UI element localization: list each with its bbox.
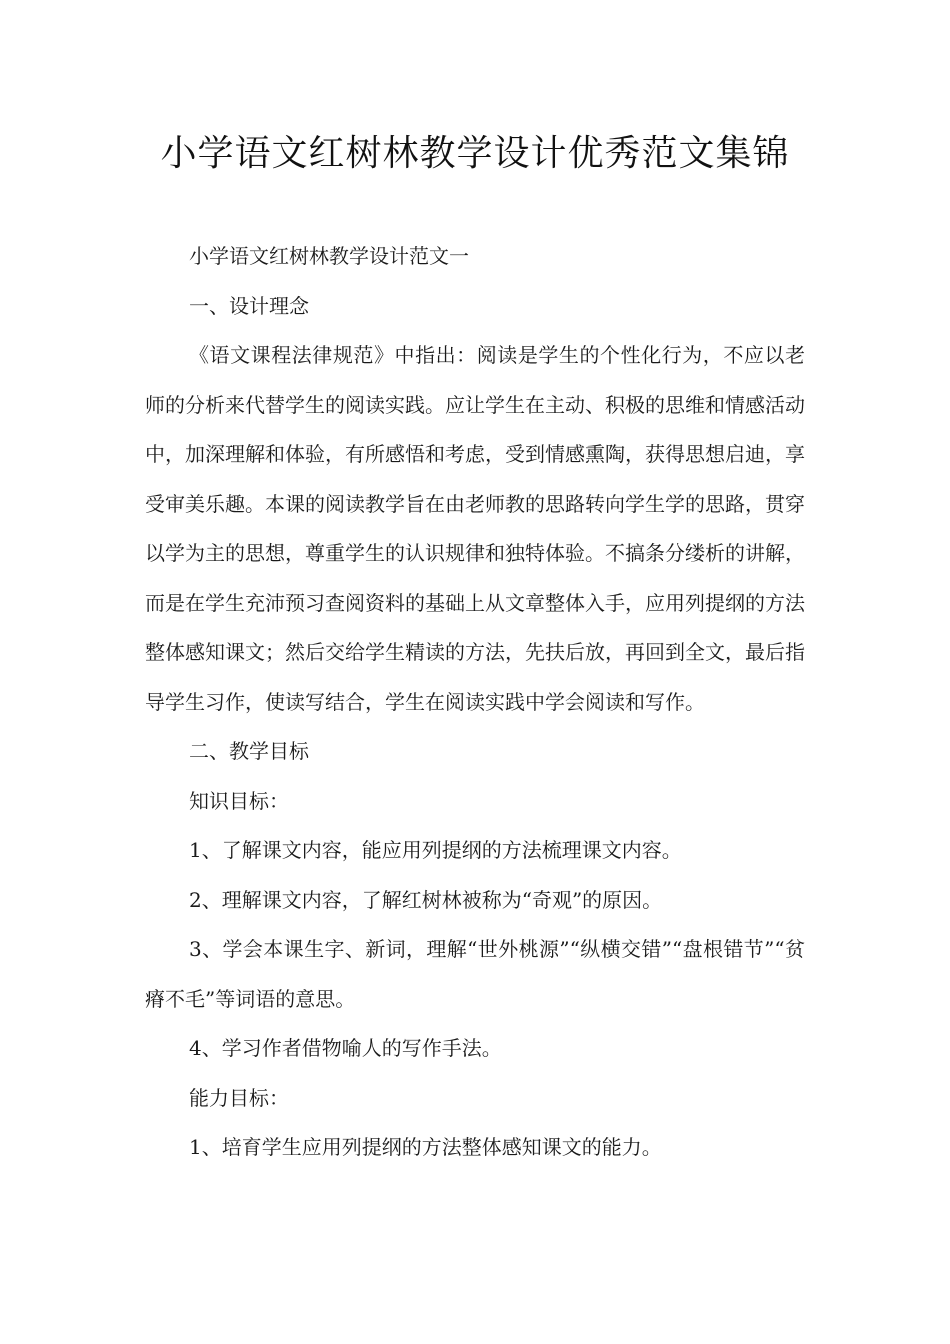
list-item-ability-1: 1、培育学生应用列提纲的方法整体感知课文的能力。 bbox=[189, 1135, 662, 1159]
list-item-knowledge-4: 4、学习作者借物喻人的写作手法。 bbox=[189, 1036, 502, 1060]
section-heading-design-concept: 一、设计理念 bbox=[189, 293, 309, 318]
section-heading-teaching-goals: 二、教学目标 bbox=[189, 739, 309, 763]
subheading-ability-goals: 能力目标： bbox=[189, 1085, 289, 1110]
document-title: 小学语文红树林教学设计优秀范文集锦 bbox=[160, 133, 790, 174]
paragraph-design-concept: 《语文课程法律规范》中指出：阅读是学生的个性化行为，不应以老师的分析来代替学生的阅读实践。应让学生在主动、积极的思维和情感活动中，加深理解和体验，有所感悟和考虑，受到情感熏陶，获得思想启迪，享受审美乐趣。本课的阅读教学旨在由老师教的思路转向学生学的思路，贯穿以学为主的思想，尊重学生的认识规律和独特体验。不搞条分缕析的讲解，而是在学生充沛预习查阅资料的基础上从文章整体入手，应用列提纲的方法整体感知课文；然后交给学生精读的方法，先扶后放，再回到全文，最后指导学生习作，使读写结合，学生在阅读实践中学会阅读和写作。 bbox=[145, 343, 805, 714]
list-item-knowledge-1: 1、了解课文内容，能应用列提纲的方法梳理课文内容。 bbox=[189, 838, 682, 862]
list-item-knowledge-3: 3、学会本课生字、新词，理解“世外桃源”“纵横交错”“盘根错节”“贫瘠不毛”等词语的意思。 bbox=[145, 937, 805, 1011]
document-body bbox=[145, 232, 805, 1173]
list-item-knowledge-2: 2、理解课文内容，了解红树林被称为“奇观”的原因。 bbox=[189, 887, 663, 912]
section-heading-sample-one: 小学语文红树林教学设计范文一 bbox=[189, 244, 469, 268]
subheading-knowledge-goals: 知识目标： bbox=[189, 788, 289, 813]
